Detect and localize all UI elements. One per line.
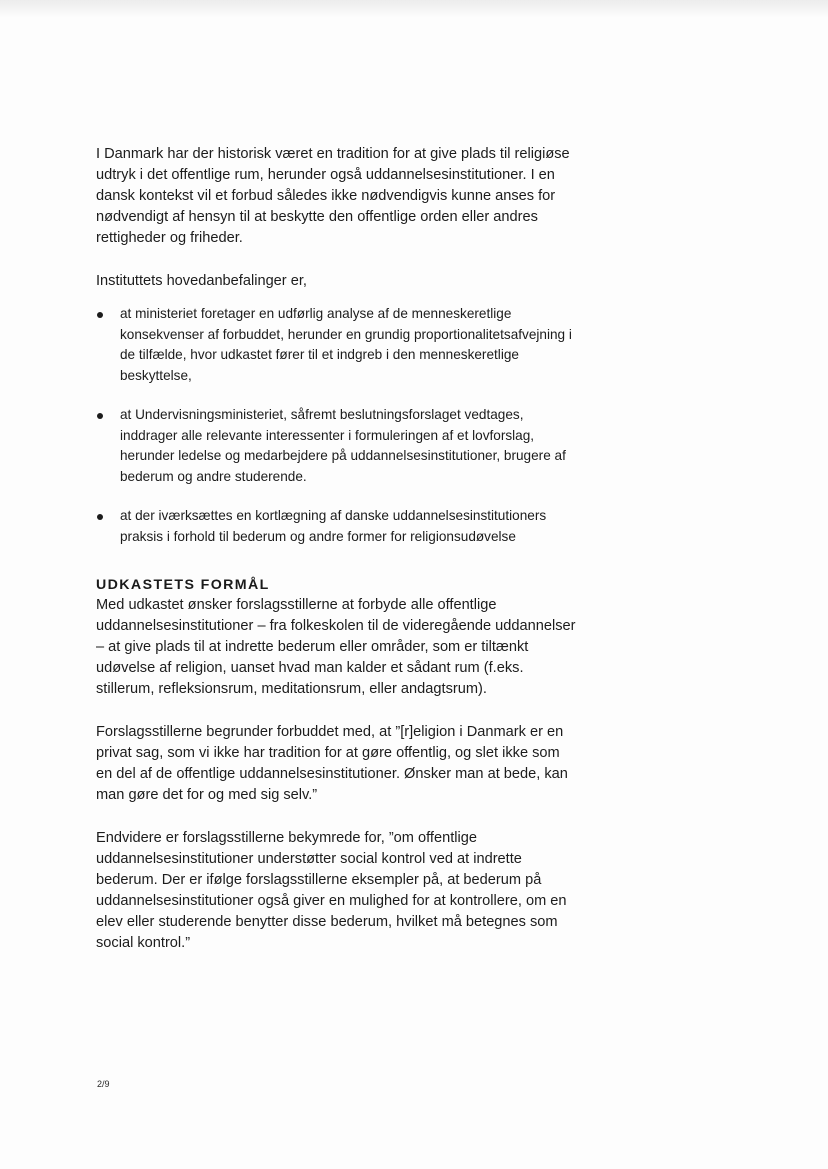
section-paragraph: Med udkastet ønsker forslagsstillerne at forbyde alle offentlige uddannelsesinstitutioner – fra folkeskolen til de videregående uddannelser – at give plads til at indrette bederum eller områder, som er tiltænkt udøvelse af religion, uanset hvad man kalder et sådant rum (f.eks. stillerum, refleksionsrum, meditationsrum, eller andagtsrum). <box>96 597 576 697</box>
section-heading: UDKASTETS FORMÅL <box>96 577 270 593</box>
bullet-icon <box>97 413 103 419</box>
list-item-text: at der iværksættes en kortlægning af danske uddannelsesinstitutioners praksis i forhold til bederum og andre former for religionsudøvelse <box>120 508 547 544</box>
bullet-icon <box>97 514 103 520</box>
list-item <box>96 304 576 386</box>
bullet-icon <box>97 312 103 318</box>
scan-shadow <box>0 0 828 18</box>
list-item <box>96 506 576 547</box>
recommendations-lead: Instituttets hovedanbefalinger er, <box>96 273 307 289</box>
section-paragraph: Forslagsstillerne begrunder forbuddet med, at ”[r]eligion i Danmark er en privat sag, som vi ikke har tradition for at gøre offentlig, og slet ikke som en del af de offentlige uddannelsesinstitutioner. Ønsker man at bede, kan man gøre det for og med sig selv.” <box>96 724 568 803</box>
list-item-text: at Undervisningsministeriet, såfremt beslutningsforslaget vedtages, inddrager alle relevante interessenter i formuleringen af et lovforslag, herunder ledelse og medarbejdere på uddannelsesinstitutioner, brugere af bederum og andre studerende. <box>120 407 566 484</box>
intro-paragraph: I Danmark har der historisk været en tradition for at give plads til religiøse udtryk i det offentlige rum, herunder også uddannelsesinstitutioner. I en dansk kontekst vil et forbud således ikke nødvendigvis kunne anses for nødvendigt af hensyn til at beskytte den offentlige orden eller andres rettigheder og friheder. <box>96 146 570 246</box>
page-number: 2/9 <box>97 1079 110 1089</box>
list-item <box>96 405 576 487</box>
recommendations-list <box>96 304 576 547</box>
section-paragraph: Endvidere er forslagsstillerne bekymrede for, ”om offentlige uddannelsesinstitutioner understøtter social kontrol ved at indrette bederum. Der er ifølge forslagsstillerne eksempler på, at bederum på uddannelsesinstitutioner også giver en mulighed for at kontrollere, om en elev eller studerende benytter disse bederum, hvilket må betegnes som social kontrol.” <box>96 830 567 951</box>
list-item-text: at ministeriet foretager en udførlig analyse af de menneskeretlige konsekvenser af forbuddet, herunder en grundig proportionalitetsafvejning i de tilfælde, hvor udkastet fører til et indgreb i den menneskeretlige beskyttelse, <box>120 306 572 383</box>
document-body <box>96 144 576 976</box>
